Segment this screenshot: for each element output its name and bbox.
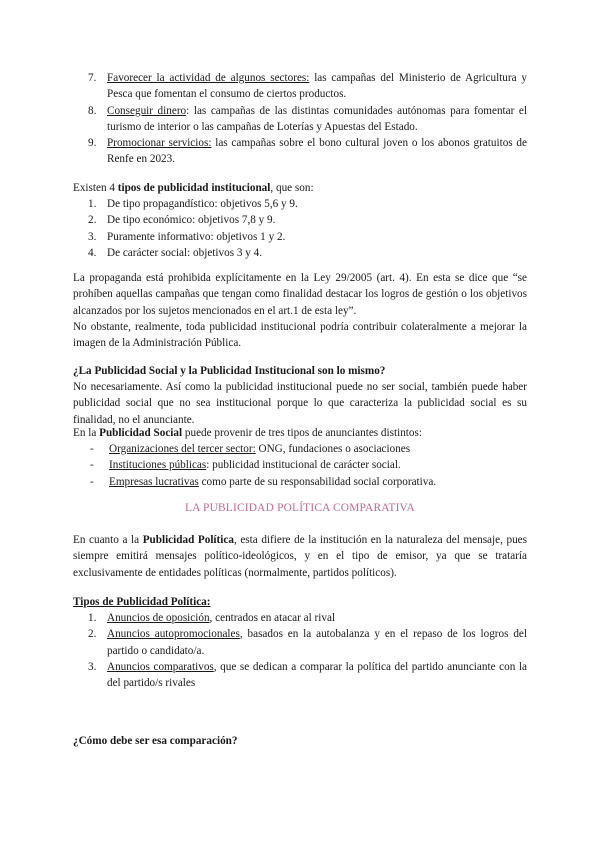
text-run: En cuanto a la bbox=[73, 534, 143, 546]
advertiser-text: como parte de su responsabilidad social corporativa. bbox=[198, 475, 437, 488]
list-number: 8. bbox=[88, 104, 97, 117]
bold-term: Publicidad Política bbox=[142, 534, 234, 546]
list-item bbox=[73, 457, 527, 473]
list-item bbox=[73, 474, 527, 490]
ad-type-text: , centrados en atacar al rival bbox=[209, 612, 336, 624]
list-item bbox=[73, 659, 527, 692]
bold-term: Publicidad Social bbox=[99, 427, 183, 439]
ad-type-text: , que se dedican a comparar la política del partido anunciante con la del partido/s rivales bbox=[107, 660, 527, 690]
list-number: 7. bbox=[88, 72, 97, 84]
list-item bbox=[73, 245, 527, 261]
advertiser-term: Organizaciones del tercer sector: bbox=[109, 443, 256, 455]
objective-text: las campañas del Ministerio de Agricultura y Pesca que fomentan el consumo de ciertos productos. bbox=[107, 72, 527, 101]
list-text: De tipo económico: objetivos 7,8 y 9. bbox=[107, 214, 276, 227]
list-number: 3. bbox=[88, 660, 97, 673]
list-item bbox=[73, 103, 527, 136]
list-item bbox=[73, 70, 527, 103]
political-paragraph bbox=[73, 532, 527, 581]
text-run: puede provenir de tres tipos de anunciantes distintos: bbox=[182, 427, 422, 439]
list-item bbox=[73, 229, 527, 245]
question-heading bbox=[73, 363, 527, 379]
list-number: 1. bbox=[88, 198, 97, 210]
advertiser-term: Empresas lucrativas bbox=[109, 475, 199, 488]
types-intro bbox=[73, 180, 527, 196]
bold-term: tipos de publicidad institucional bbox=[117, 182, 271, 194]
question-text: ¿La Publicidad Social y la Publicidad Institucional son lo mismo? bbox=[73, 365, 386, 377]
political-types-list bbox=[73, 610, 527, 691]
list-text: Puramente informativo: objetivos 1 y 2. bbox=[107, 230, 286, 243]
objective-term: Conseguir dinero bbox=[107, 104, 187, 117]
advertiser-text: : publicidad institucional de carácter social. bbox=[206, 459, 401, 472]
answer-paragraph: No necesariamente. Así como la publicidad institucional puede no ser social, también puede haber publicidad social que no sea institucional porque lo que caracteriza la publicidad social es su finalidad, no el anunciante. bbox=[73, 381, 527, 426]
advertiser-text: ONG, fundaciones o asociaciones bbox=[255, 443, 411, 455]
objective-term: Favorecer la actividad de algunos sectores: bbox=[107, 72, 310, 84]
list-dash: - bbox=[90, 459, 94, 472]
list-text: De carácter social: objetivos 3 y 4. bbox=[107, 246, 263, 259]
question-text: ¿Cómo debe ser esa comparación? bbox=[73, 735, 238, 747]
text-run: , que son: bbox=[270, 182, 314, 194]
list-number: 1. bbox=[88, 612, 97, 624]
list-dash: - bbox=[90, 443, 94, 455]
ad-type-term: Anuncios comparativos bbox=[107, 660, 214, 673]
however-paragraph: No obstante, realmente, toda publicidad institucional podría contribuir colateralmente a mejorar la imagen de la Administración Pública. bbox=[73, 321, 527, 350]
list-dash: - bbox=[90, 475, 94, 488]
advertisers-list bbox=[73, 441, 527, 490]
objectives-list bbox=[73, 70, 527, 168]
list-item bbox=[73, 135, 527, 168]
social-intro bbox=[73, 425, 527, 441]
list-item bbox=[73, 441, 527, 457]
list-number: 4. bbox=[88, 246, 97, 259]
question-heading-2 bbox=[73, 733, 527, 749]
heading-text: Tipos de Publicidad Política: bbox=[73, 596, 211, 608]
list-number: 9. bbox=[88, 137, 97, 150]
list-item bbox=[73, 212, 527, 228]
text-run: , esta difiere de la institución en la naturaleza del mensaje, pues siempre emitirá mensajes político-ideológicos, y en el tipo de emisor, ya que se trataría exclusivamente de entidades políticas (normalmente, partidos políticos). bbox=[73, 534, 527, 579]
list-item bbox=[73, 626, 527, 659]
text-run: Existen 4 bbox=[73, 182, 118, 194]
text-run: En la bbox=[73, 427, 100, 439]
list-item bbox=[73, 196, 527, 212]
list-number: 3. bbox=[88, 230, 97, 243]
ad-type-term: Anuncios autopromocionales bbox=[107, 628, 240, 641]
political-types-heading bbox=[73, 594, 527, 610]
objective-text: : las campañas de las distintas comunidades autónomas para fomentar el turismo de interior o las campañas de Loterías y Apuestas del Estado. bbox=[107, 104, 528, 133]
list-number: 2. bbox=[88, 628, 97, 641]
objective-term: Promocionar servicios: bbox=[107, 137, 212, 150]
section-title: LA PUBLICIDAD POLÍTICA COMPARATIVA bbox=[185, 502, 415, 514]
objective-text: las campañas sobre el bono cultural joven o los abonos gratuitos de Renfe en 2023. bbox=[107, 137, 527, 166]
advertiser-term: Instituciones públicas bbox=[109, 459, 207, 472]
types-list bbox=[73, 196, 527, 261]
list-text: De tipo propagandístico: objetivos 5,6 y 9. bbox=[107, 198, 298, 210]
list-item bbox=[73, 610, 527, 626]
ad-type-text: , basados en la autobalanza y en el repaso de los logros del partido o candidato/a. bbox=[107, 628, 527, 657]
ad-type-term: Anuncios de oposición bbox=[107, 612, 210, 624]
propaganda-paragraph: La propaganda está prohibida explícitamente en la Ley 29/2005 (art. 4). En esta se dice que “se prohíben aquellas campañas que tengan como finalidad destacar los logros de gestión o los objetivos alcanzados por los sujetos mencionados en el art.1 de esta ley”. bbox=[73, 272, 527, 317]
list-number: 2. bbox=[88, 214, 97, 227]
